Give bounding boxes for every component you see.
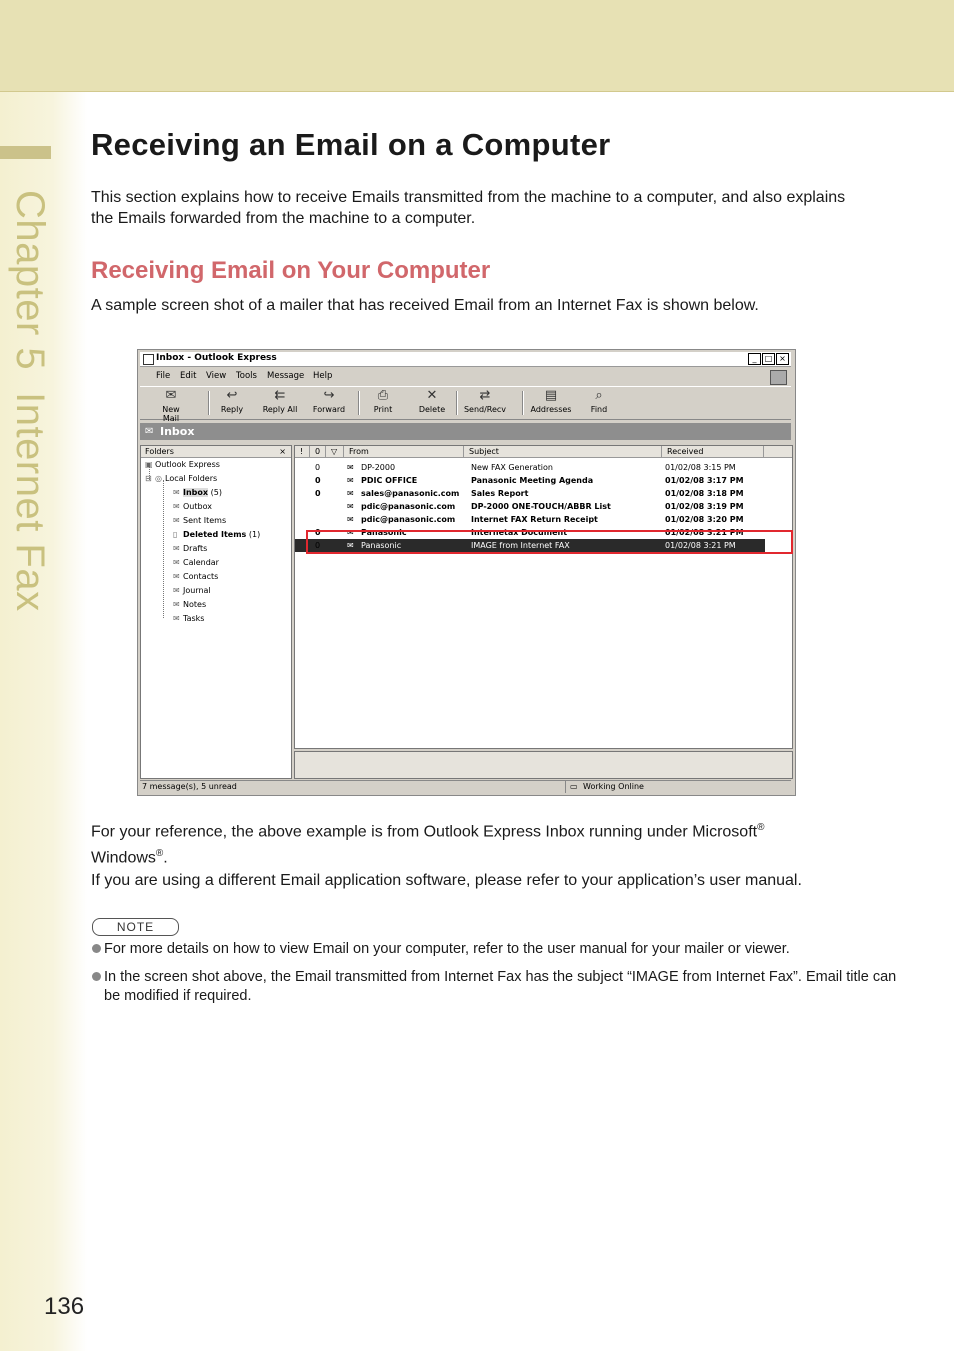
find-button[interactable]: ⌕ Find bbox=[590, 388, 608, 414]
reference-paragraph: For your reference, the above example is from Outlook Express Inbox running under Microsoft® Windows®. If you are using a different Email application software, please refer to your application’s user manual. bbox=[91, 822, 802, 889]
attachment-icon: 0 bbox=[315, 463, 321, 472]
calendar-icon: ✉ bbox=[173, 558, 180, 567]
folder-drafts[interactable]: ✉ Drafts bbox=[173, 544, 208, 553]
addresses-button[interactable]: ▤ Addresses bbox=[530, 388, 572, 414]
online-icon: ▭ bbox=[570, 782, 578, 791]
col-subject[interactable]: Subject bbox=[469, 447, 499, 456]
reply-all-icon: ⇇ bbox=[274, 388, 286, 403]
folder-outlook-express[interactable]: ▣ Outlook Express bbox=[145, 460, 220, 469]
folders-pane bbox=[140, 445, 292, 779]
attachment-icon: 0 bbox=[315, 528, 321, 537]
folder-inbox[interactable]: ✉ Inbox (5) bbox=[173, 488, 222, 497]
attachment-icon: 0 bbox=[315, 489, 321, 498]
reference-line1: For your reference, the above example is from Outlook Express Inbox running under Microsoft bbox=[91, 823, 758, 841]
status-online: Working Online bbox=[583, 782, 644, 791]
local-folders-icon: ⊟ bbox=[145, 474, 152, 483]
menu-tools[interactable]: Tools bbox=[236, 371, 257, 381]
header-band bbox=[0, 0, 954, 92]
reply-button[interactable]: ↩ Reply bbox=[220, 388, 244, 414]
highlight-frame bbox=[306, 530, 793, 554]
chapter-section: Internet Fax bbox=[8, 392, 52, 612]
page-title: Receiving an Email on a Computer bbox=[91, 127, 611, 162]
forward-button[interactable]: ↪ Forward bbox=[312, 388, 346, 414]
folder-calendar[interactable]: ✉ Calendar bbox=[173, 558, 219, 567]
trash-icon: ▯ bbox=[173, 530, 178, 539]
inbox-folder-icon: ✉ bbox=[173, 488, 180, 497]
menu-edit[interactable]: Edit bbox=[180, 371, 197, 381]
status-bar bbox=[140, 780, 791, 793]
outlook-express-icon: ▣ bbox=[145, 460, 153, 469]
folder-journal[interactable]: ✉ Journal bbox=[173, 586, 211, 595]
maximize-button[interactable]: □ bbox=[762, 353, 775, 365]
window-titlebar bbox=[140, 352, 791, 367]
tasks-icon: ✉ bbox=[173, 614, 180, 623]
envelope-open-icon: ✉ bbox=[347, 463, 354, 472]
folders-header bbox=[141, 446, 291, 458]
folder-tasks[interactable]: ✉ Tasks bbox=[173, 614, 205, 623]
envelope-icon: ✉ bbox=[347, 502, 354, 511]
globe-icon: ◎ bbox=[155, 474, 162, 483]
page-number: 136 bbox=[44, 1293, 85, 1320]
inbox-header-bar bbox=[140, 423, 791, 440]
folder-outbox[interactable]: ✉ Outbox bbox=[173, 502, 212, 511]
print-button[interactable]: ⎙ Print bbox=[373, 388, 393, 414]
contacts-icon: ✉ bbox=[173, 572, 180, 581]
envelope-icon: ✉ bbox=[347, 489, 354, 498]
minimize-button[interactable]: _ bbox=[748, 353, 761, 365]
send-recv-icon: ⇄ bbox=[479, 388, 491, 403]
outbox-icon: ✉ bbox=[173, 502, 180, 511]
reply-icon: ↩ bbox=[226, 388, 238, 403]
windows-logo-icon bbox=[770, 370, 787, 385]
envelope-icon: ✉ bbox=[347, 528, 354, 537]
message-row[interactable]: 0 ✉ PDIC OFFICE Panasonic Meeting Agenda 01/02/08 3:17 PM bbox=[315, 476, 744, 485]
drafts-icon: ✉ bbox=[173, 544, 180, 553]
folder-notes[interactable]: ✉ Notes bbox=[173, 600, 207, 609]
folder-local-folders[interactable]: ⊟ ◎ Local Folders bbox=[145, 474, 218, 483]
app-icon bbox=[143, 354, 154, 365]
message-list-header bbox=[295, 446, 792, 458]
folder-sent-items[interactable]: ✉ Sent Items bbox=[173, 516, 227, 525]
intro-paragraph: This section explains how to receive Emails transmitted from the machine to a computer, and also explains the Emails forwarded from the machine to a computer. bbox=[91, 189, 846, 227]
chapter-vertical-label bbox=[7, 190, 52, 634]
forward-icon: ↪ bbox=[323, 388, 335, 403]
preview-pane bbox=[294, 751, 793, 779]
outlook-screenshot bbox=[137, 349, 796, 796]
menu-help[interactable]: Help bbox=[313, 371, 333, 381]
note-item: In the screen shot above, the Email transmitted from Internet Fax has the subject “IMAGE from Internet Fax”. Email title can be modified if required. bbox=[92, 968, 904, 1006]
find-icon: ⌕ bbox=[595, 388, 603, 403]
notes-icon: ✉ bbox=[173, 600, 180, 609]
message-row[interactable]: ✉ pdic@panasonic.com DP-2000 ONE-TOUCH/ABBR List 01/02/08 3:19 PM bbox=[347, 502, 744, 511]
journal-icon: ✉ bbox=[173, 586, 180, 595]
inbox-icon: ✉ bbox=[145, 426, 154, 437]
bullet-icon bbox=[92, 944, 101, 953]
message-row[interactable]: ✉ pdic@panasonic.com Internet FAX Return Receipt 01/02/08 3:20 PM bbox=[347, 515, 744, 524]
message-row-selected[interactable]: 0 ✉ Panasonic IMAGE from Internet FAX 01/02/08 3:21 PM bbox=[295, 539, 765, 552]
bullet-icon bbox=[92, 972, 101, 981]
toolbar bbox=[140, 386, 791, 423]
message-row[interactable]: 0 ✉ Panasonic Internetax Document 01/02/08 3:21 PM bbox=[315, 528, 744, 537]
chapter-label: Chapter 5 bbox=[8, 190, 52, 371]
print-icon: ⎙ bbox=[377, 388, 389, 403]
sent-items-icon: ✉ bbox=[173, 516, 180, 525]
delete-button[interactable]: ✕ Delete bbox=[418, 388, 446, 414]
col-flag[interactable]: ▽ bbox=[331, 447, 338, 456]
message-row[interactable]: 0 ✉ DP-2000 New FAX Generation 01/02/08 3:15 PM bbox=[315, 463, 736, 472]
chapter-tab-marker bbox=[0, 146, 51, 159]
section-heading: Receiving Email on Your Computer bbox=[91, 257, 491, 284]
message-list bbox=[294, 445, 793, 749]
reference-line2: Windows bbox=[91, 849, 156, 867]
attachment-icon: 0 bbox=[315, 476, 321, 485]
folder-contacts[interactable]: ✉ Contacts bbox=[173, 572, 219, 581]
menu-view[interactable]: View bbox=[206, 371, 227, 381]
menu-bar bbox=[140, 369, 791, 383]
envelope-icon: ✉ bbox=[347, 476, 354, 485]
inbox-label: Inbox bbox=[160, 425, 195, 438]
message-row[interactable]: 0 ✉ sales@panasonic.com Sales Report 01/02/08 3:18 PM bbox=[315, 489, 744, 498]
menu-file[interactable]: File bbox=[156, 371, 171, 381]
delete-icon: ✕ bbox=[426, 388, 438, 403]
envelope-icon: ✉ bbox=[347, 515, 354, 524]
col-received[interactable]: Received bbox=[667, 447, 704, 456]
reply-all-button[interactable]: ⇇ Reply All bbox=[262, 388, 298, 414]
menu-message[interactable]: Message bbox=[267, 371, 305, 381]
send-recv-button[interactable]: ⇄ Send/Recv bbox=[463, 388, 507, 414]
col-attachment[interactable]: 0 bbox=[315, 447, 321, 456]
envelope-icon: ✉ bbox=[347, 541, 354, 550]
reference-line3: If you are using a different Email application software, please refer to your application’s user manual. bbox=[91, 871, 802, 889]
col-from[interactable]: From bbox=[349, 447, 369, 456]
sample-description: A sample screen shot of a mailer that has received Email from an Internet Fax is shown below. bbox=[91, 297, 759, 314]
folders-header-label: Folders bbox=[145, 447, 174, 456]
new-mail-icon: ✉ bbox=[165, 388, 177, 403]
note-item: For more details on how to view Email on your computer, refer to the user manual for your mailer or viewer. bbox=[92, 940, 904, 959]
col-priority[interactable]: ! bbox=[300, 447, 304, 456]
attachment-icon: 0 bbox=[315, 541, 321, 550]
note-badge: NOTE bbox=[92, 918, 179, 936]
folder-deleted-items[interactable]: ▯ Deleted Items (1) bbox=[173, 530, 261, 539]
folders-close-button[interactable]: × bbox=[279, 447, 286, 456]
new-mail-button[interactable]: ✉ New Mail bbox=[162, 388, 180, 423]
window-title: Inbox - Outlook Express bbox=[156, 353, 277, 363]
addresses-icon: ▤ bbox=[544, 388, 558, 403]
close-button[interactable]: × bbox=[776, 353, 789, 365]
status-message-count: 7 message(s), 5 unread bbox=[142, 782, 237, 791]
